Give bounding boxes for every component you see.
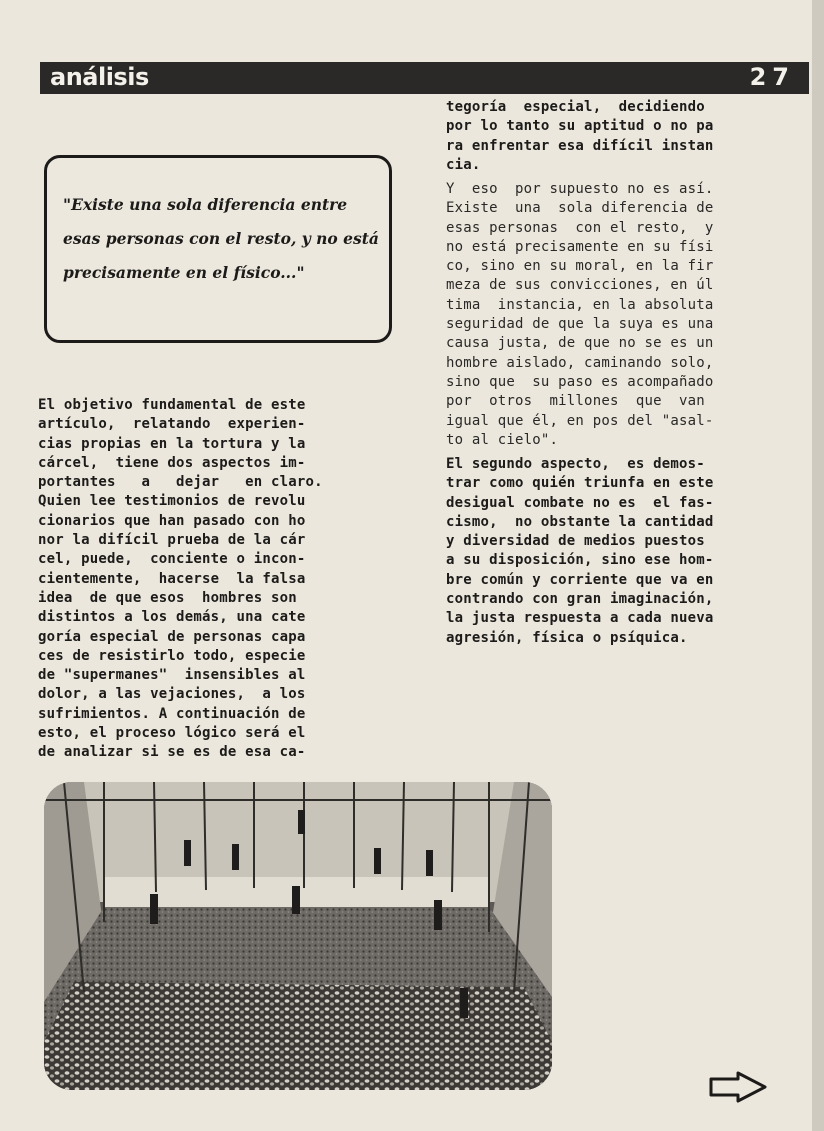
continue-arrow-icon	[708, 1070, 768, 1104]
article-line: de "supermanes" insensibles al	[38, 667, 306, 684]
article-line: por otros millones que van	[446, 393, 705, 410]
article-line: desigual combate no es el fas-	[446, 494, 714, 511]
article-line: goría especial de personas capa	[38, 628, 306, 645]
article-line: no está precisamente en su físi	[446, 238, 714, 255]
article-line: por lo tanto su aptitud o no pa	[446, 118, 714, 135]
article-line: to al cielo".	[446, 431, 559, 448]
article-line: agresión, física o psíquica.	[446, 629, 688, 646]
article-line: bre común y corriente que va en	[446, 571, 714, 588]
pull-quote-box	[44, 155, 392, 343]
article-line: El segundo aspecto, es demos-	[446, 456, 705, 472]
article-line: ra enfrentar esa difícil instan	[446, 137, 714, 154]
article-line: Quien lee testimonios de revolu	[38, 493, 306, 510]
article-line: idea de que esos hombres son	[38, 589, 297, 606]
article-line: y diversidad de medios puestos	[446, 533, 705, 550]
article-column-right-middle	[446, 180, 816, 450]
article-line: Y eso por supuesto no es así.	[446, 181, 714, 197]
article-line: ces de resistirlo todo, especie	[38, 647, 306, 664]
article-line: seguridad de que la suya es una	[446, 316, 714, 333]
article-line: portantes a dejar en claro.	[38, 474, 323, 491]
prison-yard-illustration	[44, 782, 552, 1090]
article-line: tegoría especial, decidiendo	[446, 99, 705, 115]
article-line: dolor, a las vejaciones, a los	[38, 686, 306, 703]
article-line: esto, el proceso lógico será el	[38, 725, 306, 742]
article-line: cárcel, tiene dos aspectos im-	[38, 454, 306, 471]
article-line: la justa respuesta a cada nueva	[446, 610, 714, 627]
article-line: sino que su paso es acompañado	[446, 373, 714, 390]
article-line: trar como quién triunfa en este	[446, 475, 714, 492]
article-line: causa justa, de que no se es un	[446, 335, 714, 352]
article-column-left	[38, 396, 404, 763]
article-line: cientemente, hacerse la falsa	[38, 570, 306, 587]
article-line: artículo, relatando experien-	[38, 416, 306, 433]
section-title: análisis	[50, 63, 149, 91]
article-line: Existe una sola diferencia de	[446, 200, 714, 217]
article-line: cismo, no obstante la cantidad	[446, 513, 714, 530]
article-line: El objetivo fundamental de este	[38, 397, 306, 413]
article-line: tima instancia, en la absoluta	[446, 296, 714, 313]
article-column-right-bottom	[446, 455, 816, 648]
article-line: cia.	[446, 156, 481, 173]
article-line: nor la difícil prueba de la cár	[38, 532, 306, 549]
article-line: a su disposición, sino ese hom-	[446, 552, 714, 569]
article-line: hombre aislado, caminando solo,	[446, 354, 714, 371]
section-header	[40, 62, 809, 94]
article-line: distintos a los demás, una cate	[38, 609, 306, 626]
article-line: contrando con gran imaginación,	[446, 591, 714, 608]
article-line: cias propias en la tortura y la	[38, 435, 306, 452]
article-line: cel, puede, conciente o incon-	[38, 551, 306, 568]
article-line: esas personas con el resto, y	[446, 219, 714, 236]
article-column-right-top	[446, 98, 816, 175]
article-line: co, sino en su moral, en la fir	[446, 258, 714, 275]
article-line: meza de sus convicciones, en úl	[446, 277, 714, 294]
article-line: de analizar si se es de esa ca-	[38, 744, 306, 761]
prison-yard-photo	[44, 782, 552, 1090]
pull-quote-text: "Existe una sola diferencia entre esas personas con el resto, y no está precisamente en el físico..."	[63, 195, 379, 282]
article-line: sufrimientos. A continuación de	[38, 705, 306, 722]
article-line: cionarios que han pasado con ho	[38, 512, 306, 529]
page-number: 27	[749, 63, 795, 91]
article-line: igual que él, en pos del "asal-	[446, 412, 714, 429]
